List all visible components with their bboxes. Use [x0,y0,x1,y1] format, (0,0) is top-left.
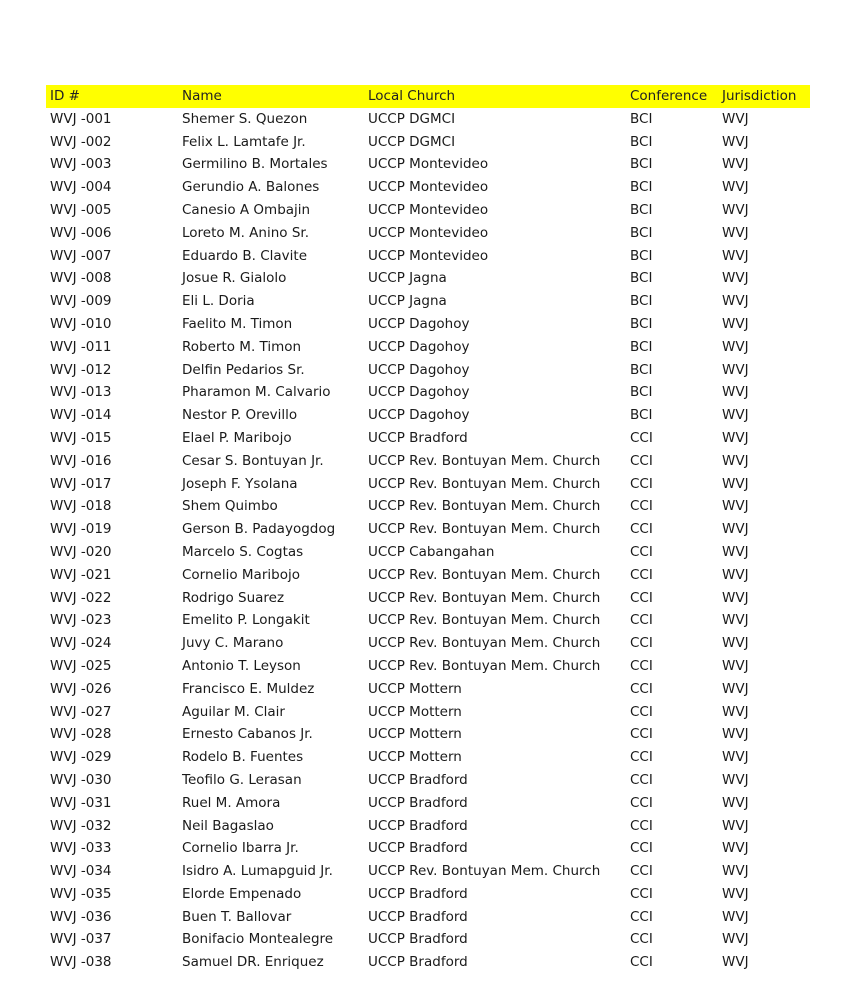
cell-jurisdiction: WVJ [722,521,749,538]
cell-conference: BCI [630,201,653,218]
cell-id: WVJ -004 [50,179,112,196]
cell-local-church: UCCP Rev. Bontuyan Mem. Church [368,635,601,652]
cell-name: Cornelio Maribojo [182,566,300,583]
table-row [46,131,810,154]
cell-jurisdiction: WVJ [722,475,749,492]
cell-local-church: UCCP Rev. Bontuyan Mem. Church [368,475,601,492]
cell-jurisdiction: WVJ [722,794,749,811]
cell-conference: BCI [630,133,653,150]
cell-id: WVJ -012 [50,361,112,378]
cell-conference: CCI [630,817,653,834]
cell-conference: CCI [630,498,653,515]
cell-name: Josue R. Gialolo [182,270,287,287]
cell-name: Marcelo S. Cogtas [182,543,304,560]
cell-conference: BCI [630,407,653,424]
cell-conference: BCI [630,361,653,378]
table-row [46,450,810,473]
table-row [46,427,810,450]
table-row [46,815,810,838]
cell-local-church: UCCP Mottern [368,703,462,720]
cell-name: Neil Bagaslao [182,817,274,834]
cell-jurisdiction: WVJ [722,817,749,834]
cell-id: WVJ -019 [50,521,112,538]
table-row [46,359,810,382]
cell-conference: CCI [630,566,653,583]
cell-name: Rodelo B. Fuentes [182,749,304,766]
table-row [46,678,810,701]
roster-body [46,108,810,974]
cell-conference: BCI [630,224,653,241]
cell-jurisdiction: WVJ [722,771,749,788]
table-row [46,495,810,518]
cell-local-church: UCCP Mottern [368,749,462,766]
cell-conference: BCI [630,247,653,264]
cell-jurisdiction: WVJ [722,840,749,857]
cell-conference: BCI [630,293,653,310]
cell-id: WVJ -026 [50,680,112,697]
cell-local-church: UCCP Bradford [368,840,468,857]
cell-id: WVJ -023 [50,612,112,629]
table-row [46,313,810,336]
table-row [46,655,810,678]
table-row [46,860,810,883]
table-row [46,792,810,815]
header-jurisdiction: Jurisdiction [722,88,797,104]
cell-local-church: UCCP Rev. Bontuyan Mem. Church [368,521,601,538]
cell-jurisdiction: WVJ [722,452,749,469]
cell-local-church: UCCP Cabangahan [368,543,495,560]
cell-id: WVJ -031 [50,794,112,811]
cell-local-church: UCCP Bradford [368,931,468,948]
table-row [46,222,810,245]
cell-conference: CCI [630,908,653,925]
cell-name: Rodrigo Suarez [182,589,285,606]
header-name: Name [182,88,222,104]
cell-conference: CCI [630,863,653,880]
cell-id: WVJ -037 [50,931,112,948]
cell-name: Roberto M. Timon [182,338,302,355]
cell-name: Juvy C. Marano [182,635,284,652]
cell-name: Teofilo G. Lerasan [182,771,302,788]
cell-conference: CCI [630,771,653,788]
cell-id: WVJ -027 [50,703,112,720]
cell-jurisdiction: WVJ [722,407,749,424]
cell-name: Canesio A Ombajin [182,201,311,218]
table-row [46,176,810,199]
cell-local-church: UCCP Rev. Bontuyan Mem. Church [368,863,601,880]
cell-name: Buen T. Ballovar [182,908,292,925]
cell-name: Gerson B. Padayogdog [182,521,336,538]
cell-jurisdiction: WVJ [722,908,749,925]
cell-name: Antonio T. Leyson [182,657,301,674]
cell-local-church: UCCP Jagna [368,270,447,287]
cell-jurisdiction: WVJ [722,201,749,218]
cell-jurisdiction: WVJ [722,224,749,241]
cell-id: WVJ -007 [50,247,112,264]
table-row [46,701,810,724]
cell-id: WVJ -005 [50,201,112,218]
cell-local-church: UCCP Bradford [368,817,468,834]
table-row [46,541,810,564]
cell-jurisdiction: WVJ [722,703,749,720]
cell-id: WVJ -016 [50,452,112,469]
cell-local-church: UCCP Jagna [368,293,447,310]
cell-local-church: UCCP Montevideo [368,247,489,264]
cell-jurisdiction: WVJ [722,133,749,150]
cell-jurisdiction: WVJ [722,680,749,697]
cell-local-church: UCCP Rev. Bontuyan Mem. Church [368,589,601,606]
cell-conference: CCI [630,885,653,902]
cell-name: Ernesto Cabanos Jr. [182,726,313,743]
cell-id: WVJ -033 [50,840,112,857]
cell-name: Felix L. Lamtafe Jr. [182,133,306,150]
cell-id: WVJ -006 [50,224,112,241]
cell-local-church: UCCP Rev. Bontuyan Mem. Church [368,612,601,629]
cell-id: WVJ -008 [50,270,112,287]
cell-jurisdiction: WVJ [722,726,749,743]
cell-id: WVJ -020 [50,543,112,560]
cell-jurisdiction: WVJ [722,885,749,902]
cell-id: WVJ -001 [50,110,112,127]
table-row [46,381,810,404]
cell-conference: CCI [630,475,653,492]
cell-local-church: UCCP Rev. Bontuyan Mem. Church [368,452,601,469]
cell-local-church: UCCP Mottern [368,680,462,697]
cell-name: Shem Quimbo [182,498,278,515]
cell-jurisdiction: WVJ [722,498,749,515]
cell-id: WVJ -035 [50,885,112,902]
cell-id: WVJ -013 [50,384,112,401]
cell-local-church: UCCP Dagohoy [368,338,470,355]
cell-jurisdiction: WVJ [722,635,749,652]
cell-conference: CCI [630,794,653,811]
cell-conference: BCI [630,110,653,127]
cell-id: WVJ -025 [50,657,112,674]
cell-local-church: UCCP Dagohoy [368,315,470,332]
cell-id: WVJ -002 [50,133,112,150]
cell-local-church: UCCP Montevideo [368,156,489,173]
cell-name: Aguilar M. Clair [182,703,285,720]
cell-name: Gerundio A. Balones [182,179,320,196]
cell-id: WVJ -034 [50,863,112,880]
table-row [46,609,810,632]
cell-name: Samuel DR. Enriquez [182,954,324,971]
table-row [46,769,810,792]
roster-sheet [46,85,810,974]
cell-jurisdiction: WVJ [722,156,749,173]
cell-name: Pharamon M. Calvario [182,384,331,401]
cell-conference: CCI [630,703,653,720]
cell-conference: CCI [630,589,653,606]
cell-name: Eduardo B. Clavite [182,247,307,264]
header-id: ID # [50,88,80,104]
table-row [46,723,810,746]
table-row [46,199,810,222]
cell-local-church: UCCP Rev. Bontuyan Mem. Church [368,498,601,515]
cell-conference: CCI [630,749,653,766]
cell-name: Eli L. Doria [182,293,255,310]
cell-id: WVJ -011 [50,338,112,355]
cell-local-church: UCCP Rev. Bontuyan Mem. Church [368,566,601,583]
cell-name: Faelito M. Timon [182,315,293,332]
cell-jurisdiction: WVJ [722,110,749,127]
cell-id: WVJ -022 [50,589,112,606]
cell-name: Loreto M. Anino Sr. [182,224,309,241]
cell-conference: CCI [630,657,653,674]
cell-conference: BCI [630,270,653,287]
table-row [46,951,810,974]
table-row [46,518,810,541]
cell-jurisdiction: WVJ [722,270,749,287]
cell-jurisdiction: WVJ [722,361,749,378]
cell-local-church: UCCP Bradford [368,885,468,902]
cell-conference: CCI [630,954,653,971]
cell-local-church: UCCP Bradford [368,429,468,446]
cell-local-church: UCCP Montevideo [368,224,489,241]
cell-id: WVJ -029 [50,749,112,766]
cell-id: WVJ -018 [50,498,112,515]
cell-local-church: UCCP Bradford [368,794,468,811]
cell-name: Shemer S. Quezon [182,110,308,127]
table-row [46,632,810,655]
cell-jurisdiction: WVJ [722,543,749,560]
cell-conference: CCI [630,452,653,469]
cell-id: WVJ -017 [50,475,112,492]
table-row [46,108,810,131]
cell-name: Emelito P. Longakit [182,612,310,629]
cell-name: Francisco E. Muldez [182,680,315,697]
cell-conference: CCI [630,612,653,629]
cell-name: Joseph F. Ysolana [182,475,298,492]
cell-id: WVJ -015 [50,429,112,446]
cell-local-church: UCCP Montevideo [368,179,489,196]
cell-conference: CCI [630,840,653,857]
cell-name: Elorde Empenado [182,885,302,902]
cell-id: WVJ -036 [50,908,112,925]
cell-local-church: UCCP Bradford [368,954,468,971]
cell-local-church: UCCP Mottern [368,726,462,743]
cell-conference: CCI [630,521,653,538]
cell-conference: BCI [630,315,653,332]
cell-jurisdiction: WVJ [722,179,749,196]
cell-local-church: UCCP Dagohoy [368,361,470,378]
cell-id: WVJ -030 [50,771,112,788]
cell-id: WVJ -038 [50,954,112,971]
cell-conference: CCI [630,931,653,948]
cell-id: WVJ -014 [50,407,112,424]
cell-id: WVJ -009 [50,293,112,310]
cell-id: WVJ -010 [50,315,112,332]
cell-jurisdiction: WVJ [722,384,749,401]
table-row [46,883,810,906]
cell-jurisdiction: WVJ [722,429,749,446]
cell-conference: CCI [630,543,653,560]
cell-jurisdiction: WVJ [722,247,749,264]
table-row [46,837,810,860]
cell-name: Delfin Pedarios Sr. [182,361,305,378]
header-local-church: Local Church [368,88,456,104]
cell-id: WVJ -024 [50,635,112,652]
cell-conference: CCI [630,680,653,697]
cell-name: Bonifacio Montealegre [182,931,334,948]
header-conference: Conference [630,88,708,104]
cell-jurisdiction: WVJ [722,749,749,766]
cell-name: Nestor P. Orevillo [182,407,298,424]
table-row [46,473,810,496]
cell-jurisdiction: WVJ [722,863,749,880]
table-row [46,267,810,290]
cell-conference: BCI [630,384,653,401]
table-row [46,290,810,313]
cell-jurisdiction: WVJ [722,931,749,948]
table-row [46,564,810,587]
cell-jurisdiction: WVJ [722,315,749,332]
cell-jurisdiction: WVJ [722,338,749,355]
table-row [46,336,810,359]
table-row [46,746,810,769]
cell-jurisdiction: WVJ [722,954,749,971]
cell-id: WVJ -003 [50,156,112,173]
cell-conference: BCI [630,338,653,355]
cell-local-church: UCCP Rev. Bontuyan Mem. Church [368,657,601,674]
cell-jurisdiction: WVJ [722,293,749,310]
cell-jurisdiction: WVJ [722,612,749,629]
cell-conference: BCI [630,179,653,196]
table-row [46,245,810,268]
cell-conference: CCI [630,726,653,743]
header-row [46,85,810,108]
table-row [46,404,810,427]
cell-local-church: UCCP Dagohoy [368,407,470,424]
cell-local-church: UCCP Bradford [368,771,468,788]
cell-local-church: UCCP Bradford [368,908,468,925]
cell-name: Cornelio Ibarra Jr. [182,840,299,857]
table-row [46,906,810,929]
roster-table [46,85,810,974]
table-row [46,928,810,951]
cell-jurisdiction: WVJ [722,657,749,674]
cell-local-church: UCCP DGMCI [368,110,456,127]
cell-name: Isidro A. Lumapguid Jr. [182,863,333,880]
cell-local-church: UCCP DGMCI [368,133,456,150]
cell-conference: CCI [630,635,653,652]
cell-name: Elael P. Maribojo [182,429,292,446]
cell-local-church: UCCP Montevideo [368,201,489,218]
cell-jurisdiction: WVJ [722,566,749,583]
table-row [46,587,810,610]
cell-jurisdiction: WVJ [722,589,749,606]
cell-local-church: UCCP Dagohoy [368,384,470,401]
cell-conference: BCI [630,156,653,173]
cell-id: WVJ -028 [50,726,112,743]
cell-id: WVJ -021 [50,566,112,583]
cell-name: Ruel M. Amora [182,794,281,811]
cell-id: WVJ -032 [50,817,112,834]
cell-name: Germilino B. Mortales [182,156,328,173]
table-row [46,153,810,176]
cell-conference: CCI [630,429,653,446]
cell-name: Cesar S. Bontuyan Jr. [182,452,324,469]
